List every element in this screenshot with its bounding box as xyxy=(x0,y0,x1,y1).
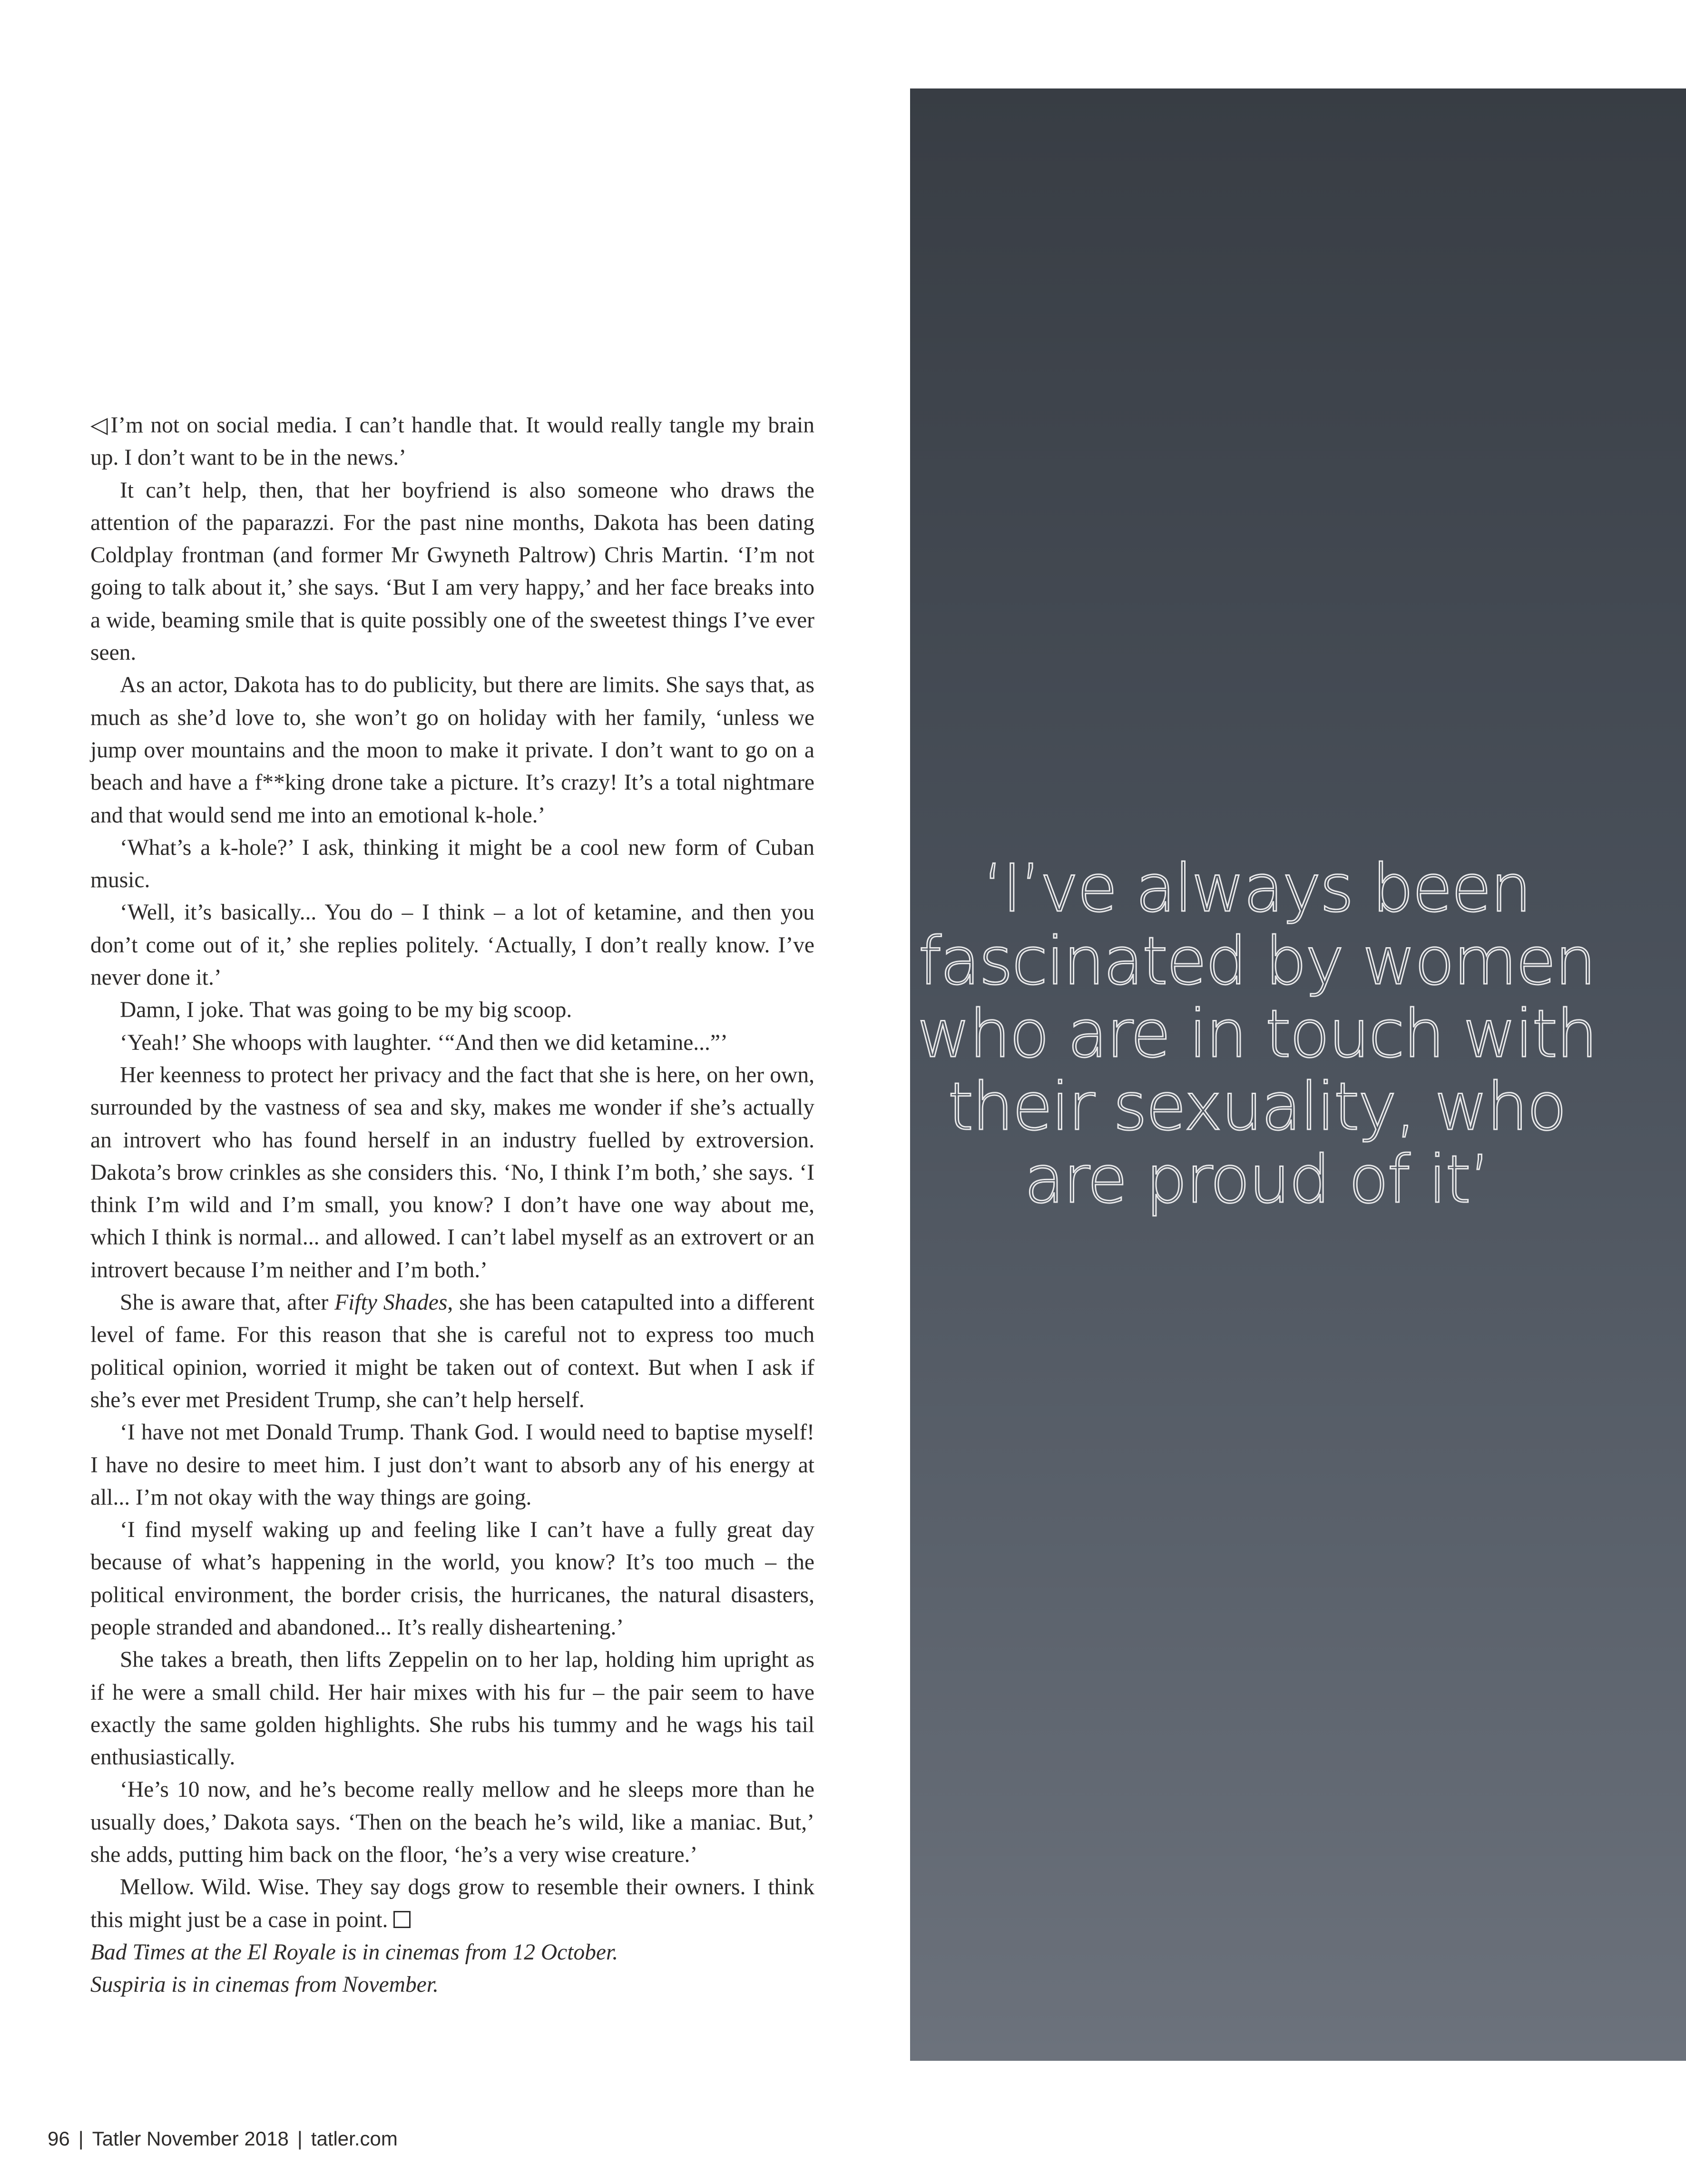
article-paragraph: ‘Well, it’s basically... You do – I think – a lot of ketamine, and then you don’t come out of it,’ she replies politely. ‘Actually, I don’t really know. I’ve never done it.’ xyxy=(90,900,814,990)
website-link[interactable]: tatler.com xyxy=(311,2127,398,2150)
release-note: Suspiria is in cinemas from November. xyxy=(90,1972,439,1997)
paragraph-text: She is aware that, after xyxy=(120,1290,335,1315)
film-title: Fifty Shades xyxy=(334,1290,448,1315)
article-paragraph: ‘He’s 10 now, and he’s become really mellow and he sleeps more than he usually does,’ Dakota says. ‘Then on the beach he’s wild, like a maniac. But,’ she adds, putting him back on the floor, ‘he’s a very wise creature.’ xyxy=(90,1777,814,1868)
article-paragraph xyxy=(90,1286,814,1416)
publication-issue: Tatler November 2018 xyxy=(92,2127,289,2150)
article-paragraph: As an actor, Dakota has to do publicity, but there are limits. She says that, as much as she’d love to, she won’t go on holiday with her family, ‘unless we jump over mountains and the moon to make it private. I don’t want to go on a beach and have a f**king drone take a picture. It’s crazy! It’s a total nightmare and that would send me into an emotional k-hole.’ xyxy=(90,673,814,828)
page-footer xyxy=(48,2127,398,2150)
footer-separator: | xyxy=(78,2127,84,2150)
article-paragraph: Damn, I joke. That was going to be my big scoop. xyxy=(120,998,572,1023)
end-mark-icon xyxy=(393,1911,411,1928)
paragraph-text: Mellow. Wild. Wise. They say dogs grow to resemble their owners. I think this might just be a case in point. xyxy=(90,1875,814,1932)
continued-arrow-icon: ◁ xyxy=(90,413,108,438)
pull-quote: ‘I’ve always been fascinated by women who are in touch with their sexuality, who are proud of it’ xyxy=(917,850,1597,1218)
article-paragraph: She takes a breath, then lifts Zeppelin on to her lap, holding him upright as if he were a small child. Her hair mixes with his fur – the pair seem to have exactly the same golden highlights. She rubs his tummy and he wags his tail enthusiastically. xyxy=(90,1647,814,1770)
article-paragraph: ‘I find myself waking up and feeling like I can’t have a fully great day because of what’s happening in the world, you know? It’s too much – the political environment, the border crisis, the hurricanes, the natural disasters, people stranded and abandoned... It’s really disheartening.’ xyxy=(90,1518,814,1640)
paragraph-text: I’m not on social media. I can’t handle that. It would really tangle my brain up. I don’t want to be in the news.’ xyxy=(90,413,814,470)
article-paragraph xyxy=(90,1871,814,1936)
footer-separator: | xyxy=(297,2127,303,2150)
article-body xyxy=(90,409,814,2001)
article-paragraph: ‘Yeah!’ She whoops with laughter. ‘“And then we did ketamine...”’ xyxy=(120,1030,728,1055)
page-number: 96 xyxy=(48,2127,70,2150)
release-note: Bad Times at the El Royale is in cinemas from 12 October. xyxy=(90,1939,618,1965)
article-paragraph: ‘I have not met Donald Trump. Thank God. I would need to baptise myself! I have no desire to meet him. I just don’t want to absorb any of his energy at all... I’m not okay with the way things are going. xyxy=(90,1420,814,1510)
pull-quote-panel xyxy=(910,88,1686,2061)
article-paragraph: It can’t help, then, that her boyfriend is also someone who draws the attention of the paparazzi. For the past nine months, Dakota has been dating Coldplay frontman (and former Mr Gwyneth Paltrow) Chris Martin. ‘I’m not going to talk about it,’ she says. ‘But I am very happy,’ and her face breaks into a wide, beaming smile that is quite possibly one of the sweetest things I’ve ever seen. xyxy=(90,478,814,666)
article-paragraph xyxy=(90,409,814,474)
paragraph-text: , she has been catapulted into a different level of fame. For this reason that she is careful not to express too much political opinion, worried it might be taken out of context. But when I ask if she’s ever met President Trump, she can’t help herself. xyxy=(90,1290,815,1412)
article-paragraph: Her keenness to protect her privacy and the fact that she is here, on her own, surrounded by the vastness of sea and sky, makes me wonder if she’s actually an introvert who has found herself in an industry fuelled by extroversion. Dakota’s brow crinkles as she considers this. ‘No, I think I’m both,’ she says. ‘I think I’m wild and I’m small, you know? I don’t have one way about me, which I think is normal... and allowed. I can’t label myself as an extrovert or an introvert because I’m neither and I’m both.’ xyxy=(90,1062,814,1283)
article-paragraph: ‘What’s a k-hole?’ I ask, thinking it might be a cool new form of Cuban music. xyxy=(90,835,814,893)
